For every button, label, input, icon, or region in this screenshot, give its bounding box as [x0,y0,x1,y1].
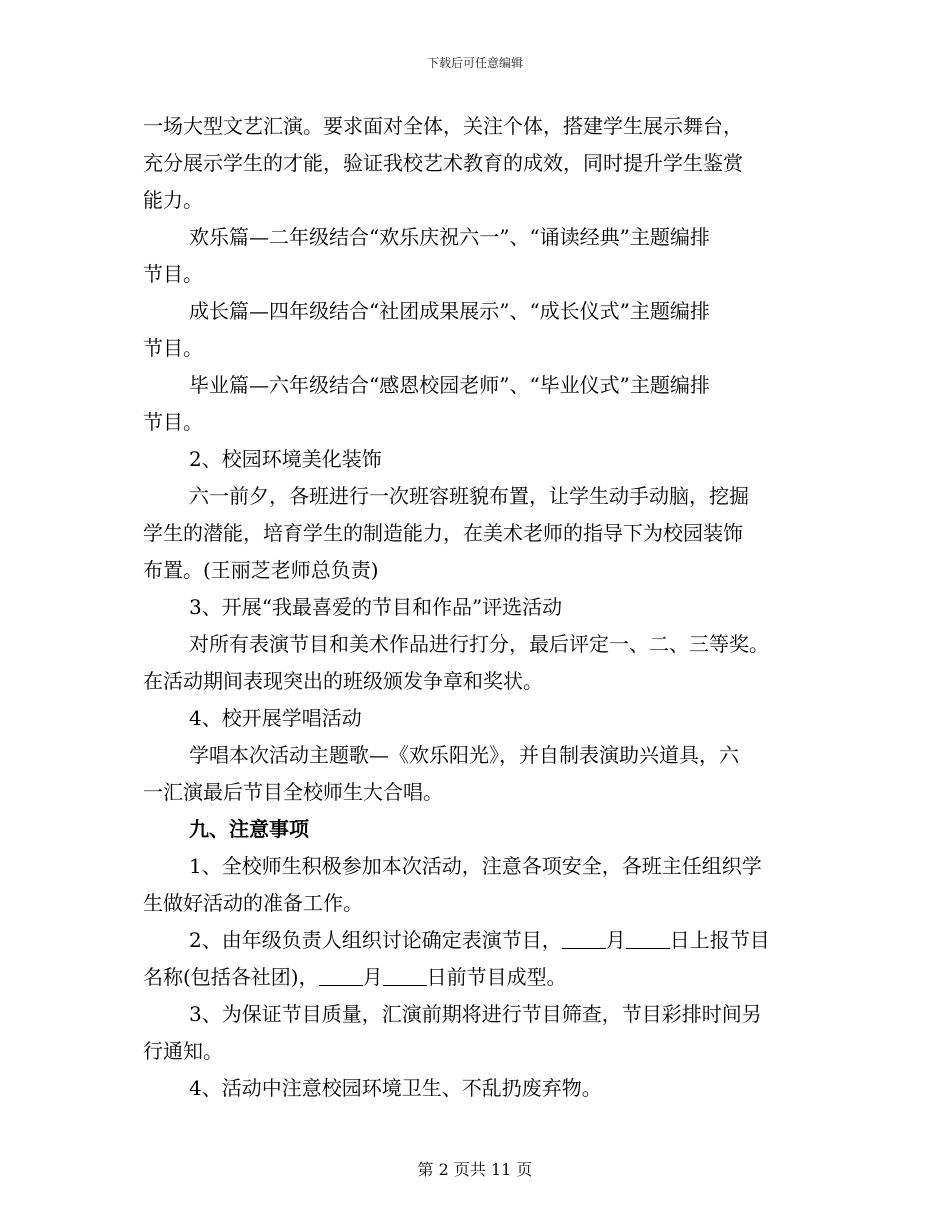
heading-campus-decoration [143,441,823,478]
text-line: 毕业篇—六年级结合“感恩校园老师”、“毕业仪式”主题编排 [189,373,710,397]
text-line: 节目。 [143,410,203,434]
blank-line [319,965,363,986]
text-line: 九、注意事项 [189,817,309,841]
paragraph-note-2 [143,922,823,996]
page-header: 下载后可任意编辑 [426,56,523,70]
text-segment: 月 [605,928,626,952]
heading-singing-activity [143,700,823,737]
text-line: 2、校园环境美化装饰 [189,447,382,471]
text-segment: 2、由年级负责人组织讨论确定表演节目， [189,928,562,952]
text-line: 一汇演最后节目全校师生大合唱。 [143,780,443,804]
paragraph-campus-decoration [143,478,823,589]
blank-line [383,965,427,986]
text-line: 生做好活动的准备工作。 [143,891,363,915]
text-line: 在活动期间表现突出的班级颁发争章和奖状。 [143,669,543,693]
paragraph-selection-activity [143,626,823,700]
text-line: 一场大型文艺汇演。要求面对全体，关注个体，搭建学生展示舞台， [143,114,743,138]
text-line: 1、全校师生积极参加本次活动，注意各项安全，各班主任组织学 [189,854,762,878]
text-line: 六一前夕，各班进行一次班容班貌布置，让学生动手动脑，挖掘 [189,484,749,508]
text-line: 充分展示学生的才能，验证我校艺术教育的成效，同时提升学生鉴赏 [143,151,743,175]
text-line [143,959,823,996]
text-line: 3、为保证节目质量，汇演前期将进行节目筛查，节目彩排时间另 [189,1002,762,1026]
text-line: 学生的潜能，培育学生的制造能力，在美术老师的指导下为校园装饰 [143,521,743,545]
text-line: 对所有表演节目和美术作品进行打分，最后评定一、二、三等奖。 [189,632,769,656]
paragraph-joy-chapter [143,219,823,293]
blank-line [562,928,606,949]
text-line: 4、活动中注意校园环境卫生、不乱扔废弃物。 [189,1076,602,1100]
text-line: 成长篇—四年级结合“社团成果展示”、“成长仪式”主题编排 [189,299,710,323]
text-segment: 名称(包括各社团)， [143,965,319,989]
text-segment: 日前节目成型。 [426,965,567,989]
text-line: 行通知。 [143,1039,223,1063]
paragraph-singing-activity [143,737,823,811]
text-line: 布置。(王丽芝老师总负责) [143,558,379,582]
text-line: 3、开展“我最喜爱的节目和作品”评选活动 [189,595,563,619]
heading-selection-activity [143,589,823,626]
document-body [143,108,823,1107]
text-line: 学唱本次活动主题歌—《欢乐阳光》，并自制表演助兴道具，六 [189,743,739,767]
paragraph-performance-intro [143,108,823,219]
text-line: 节目。 [143,262,203,286]
text-line: 能力。 [143,188,203,212]
paragraph-note-3 [143,996,823,1070]
blank-line [626,928,670,949]
paragraph-note-4 [143,1070,823,1107]
paragraph-graduation-chapter [143,367,823,441]
text-segment: 日上报节目 [669,928,770,952]
text-line: 4、校开展学唱活动 [189,706,362,730]
text-line [143,922,823,959]
text-segment: 月 [362,965,383,989]
text-line: 欢乐篇—二年级结合“欢乐庆祝六一”、“诵读经典”主题编排 [189,225,710,249]
section-heading-notes [143,811,823,848]
paragraph-note-1 [143,848,823,922]
page-footer: 第 2 页共 11 页 [417,1160,533,1179]
paragraph-growth-chapter [143,293,823,367]
text-line: 节目。 [143,336,203,360]
